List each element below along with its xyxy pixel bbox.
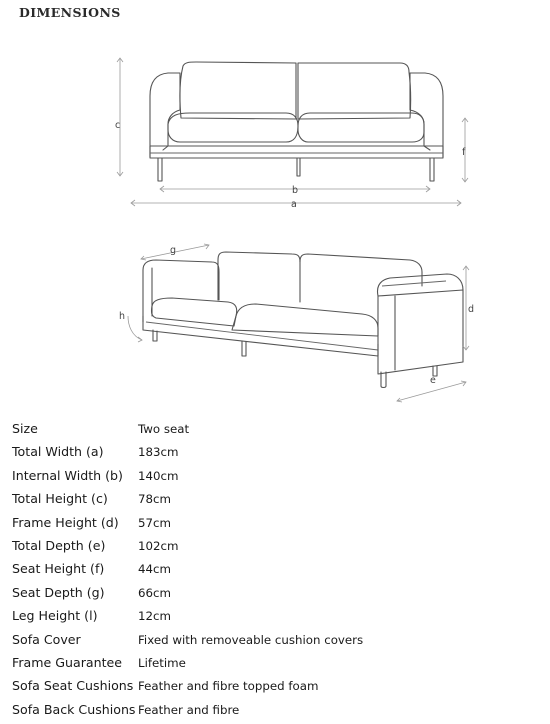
perspective-dimension-lines: [119, 244, 474, 402]
spec-label: Total Depth (e): [12, 537, 106, 553]
specifications-table: [12, 420, 532, 724]
spec-value: Lifetime: [138, 655, 186, 670]
sofa-front-view: [150, 62, 443, 181]
spec-value: 78cm: [138, 492, 171, 507]
spec-row-internal-width: [12, 467, 532, 490]
spec-value: 12cm: [138, 609, 171, 624]
spec-row-seat-height: [12, 560, 532, 583]
spec-row-frame-guarantee: [12, 654, 532, 677]
label-g: g: [170, 245, 177, 256]
spec-label: Frame Height (d): [12, 514, 119, 530]
spec-label: Seat Height (f): [12, 561, 105, 577]
spec-row-sofa-cover: [12, 631, 532, 654]
spec-row-frame-height: [12, 514, 532, 537]
label-f: f: [462, 147, 466, 158]
page-title: DIMENSIONS: [19, 5, 121, 20]
spec-value: Fixed with removeable cushion covers: [138, 632, 364, 647]
label-c: c: [115, 120, 121, 131]
spec-row-size: [12, 420, 532, 443]
spec-value: Feather and fibre: [138, 702, 240, 717]
spec-label: Sofa Back Cushions: [12, 701, 136, 717]
spec-label: Sofa Seat Cushions: [12, 678, 134, 694]
spec-value: 66cm: [138, 585, 171, 600]
spec-value: Two seat: [138, 422, 190, 436]
spec-row-total-width: [12, 443, 532, 466]
spec-row-total-depth: [12, 537, 532, 560]
spec-label: Seat Depth (g): [12, 584, 105, 600]
spec-row-seat-depth: [12, 584, 532, 607]
spec-label: Size: [12, 421, 38, 436]
spec-row-leg-height: [12, 607, 532, 630]
spec-label: Sofa Cover: [12, 631, 81, 647]
label-e: e: [430, 375, 436, 386]
label-d: d: [468, 304, 475, 315]
spec-label: Total Height (c): [12, 491, 108, 507]
spec-value: 57cm: [138, 515, 171, 530]
spec-label: Leg Height (l): [12, 608, 98, 624]
spec-value: 44cm: [138, 562, 171, 577]
spec-value: Feather and fibre topped foam: [138, 679, 319, 694]
spec-value: 102cm: [138, 538, 179, 553]
spec-label: Frame Guarantee: [12, 654, 123, 670]
spec-row-back-cushions: [12, 701, 532, 724]
label-b: b: [292, 185, 299, 196]
spec-row-seat-cushions: [12, 677, 532, 700]
spec-label: Internal Width (b): [12, 467, 123, 483]
spec-row-total-height: [12, 490, 532, 513]
spec-value: 183cm: [138, 445, 179, 460]
spec-label: Total Width (a): [12, 444, 104, 460]
spec-value: 140cm: [138, 468, 179, 483]
label-a: a: [291, 199, 297, 210]
label-h: h: [119, 311, 126, 322]
sofa-perspective-view: [143, 252, 463, 388]
